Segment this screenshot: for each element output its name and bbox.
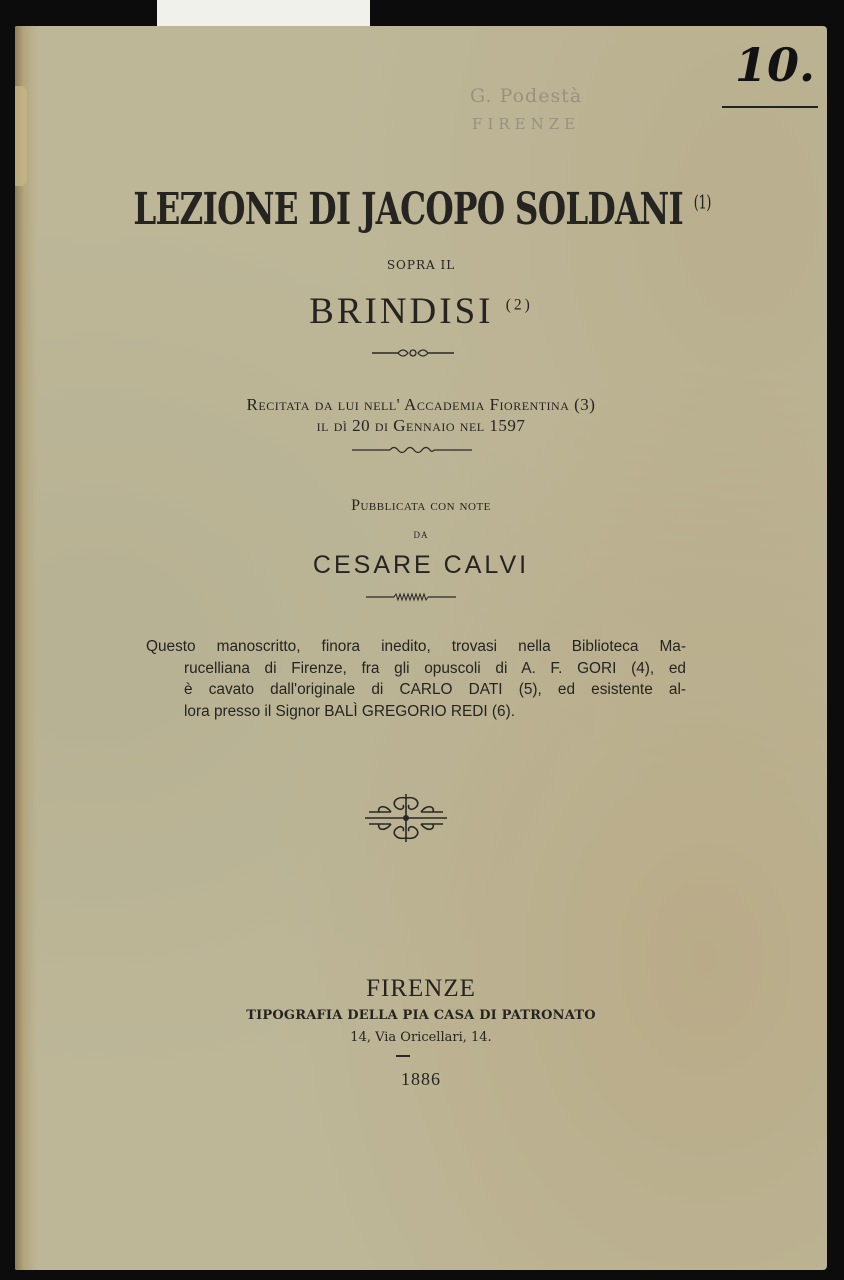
catalog-number-underline bbox=[722, 106, 818, 108]
recitation-line-2: il dì 20 di Gennaio nel 1597 bbox=[316, 416, 526, 435]
title-text: LEZIONE DI JACOPO SOLDANI bbox=[133, 184, 684, 235]
published-with-notes: Pubblicata con note bbox=[351, 497, 491, 514]
paper-label-strip bbox=[157, 0, 370, 26]
stamp-name: G. Podestà bbox=[470, 85, 583, 107]
note-line: rucelliana di Firenze, fra gli opuscoli di A. F. GORI (4), ed bbox=[184, 659, 686, 677]
da-label: DA bbox=[413, 530, 429, 540]
printer-address: 14, Via Oricellari, 14. bbox=[350, 1030, 492, 1045]
ornament-rule-icon bbox=[366, 592, 456, 602]
recitation-line-1: Recitata da lui nell' Accademia Fiorentina (3) bbox=[246, 395, 596, 414]
publication-year: 1886 bbox=[401, 1069, 441, 1089]
fleuron-ornament-icon bbox=[365, 790, 447, 846]
sopra-il-label: SOPRA IL bbox=[386, 258, 456, 272]
note-line: è cavato dall'originale di CARLO DATI (5), ed esistente al- bbox=[184, 681, 686, 698]
subject-footnote-ref: (2) bbox=[505, 296, 533, 314]
publication-city: FIRENZE bbox=[366, 975, 476, 1002]
note-line: lora presso il Signor BALÌ GREGORIO REDI (6). bbox=[184, 702, 515, 720]
note-line: Questo manoscritto, finora inedito, trovasi nella Biblioteca Ma- bbox=[146, 638, 686, 655]
ornament-rule-icon bbox=[372, 346, 454, 360]
subject-text: BRINDISI bbox=[309, 291, 494, 332]
printer-name: TIPOGRAFIA DELLA PIA CASA DI PATRONATO bbox=[246, 1008, 596, 1023]
spine-wear bbox=[15, 86, 27, 186]
separator-dash bbox=[396, 1055, 410, 1057]
ornament-rule-icon bbox=[352, 444, 472, 456]
catalog-number: 10. bbox=[735, 38, 816, 92]
owner-stamp bbox=[470, 82, 582, 138]
author-name: CESARE CALVI bbox=[312, 551, 530, 579]
book-subject bbox=[15, 290, 827, 333]
book-title bbox=[122, 184, 723, 235]
title-footnote-ref: (1) bbox=[693, 192, 711, 214]
stamp-city: FIRENZE bbox=[472, 115, 581, 133]
manuscript-note bbox=[146, 636, 686, 722]
